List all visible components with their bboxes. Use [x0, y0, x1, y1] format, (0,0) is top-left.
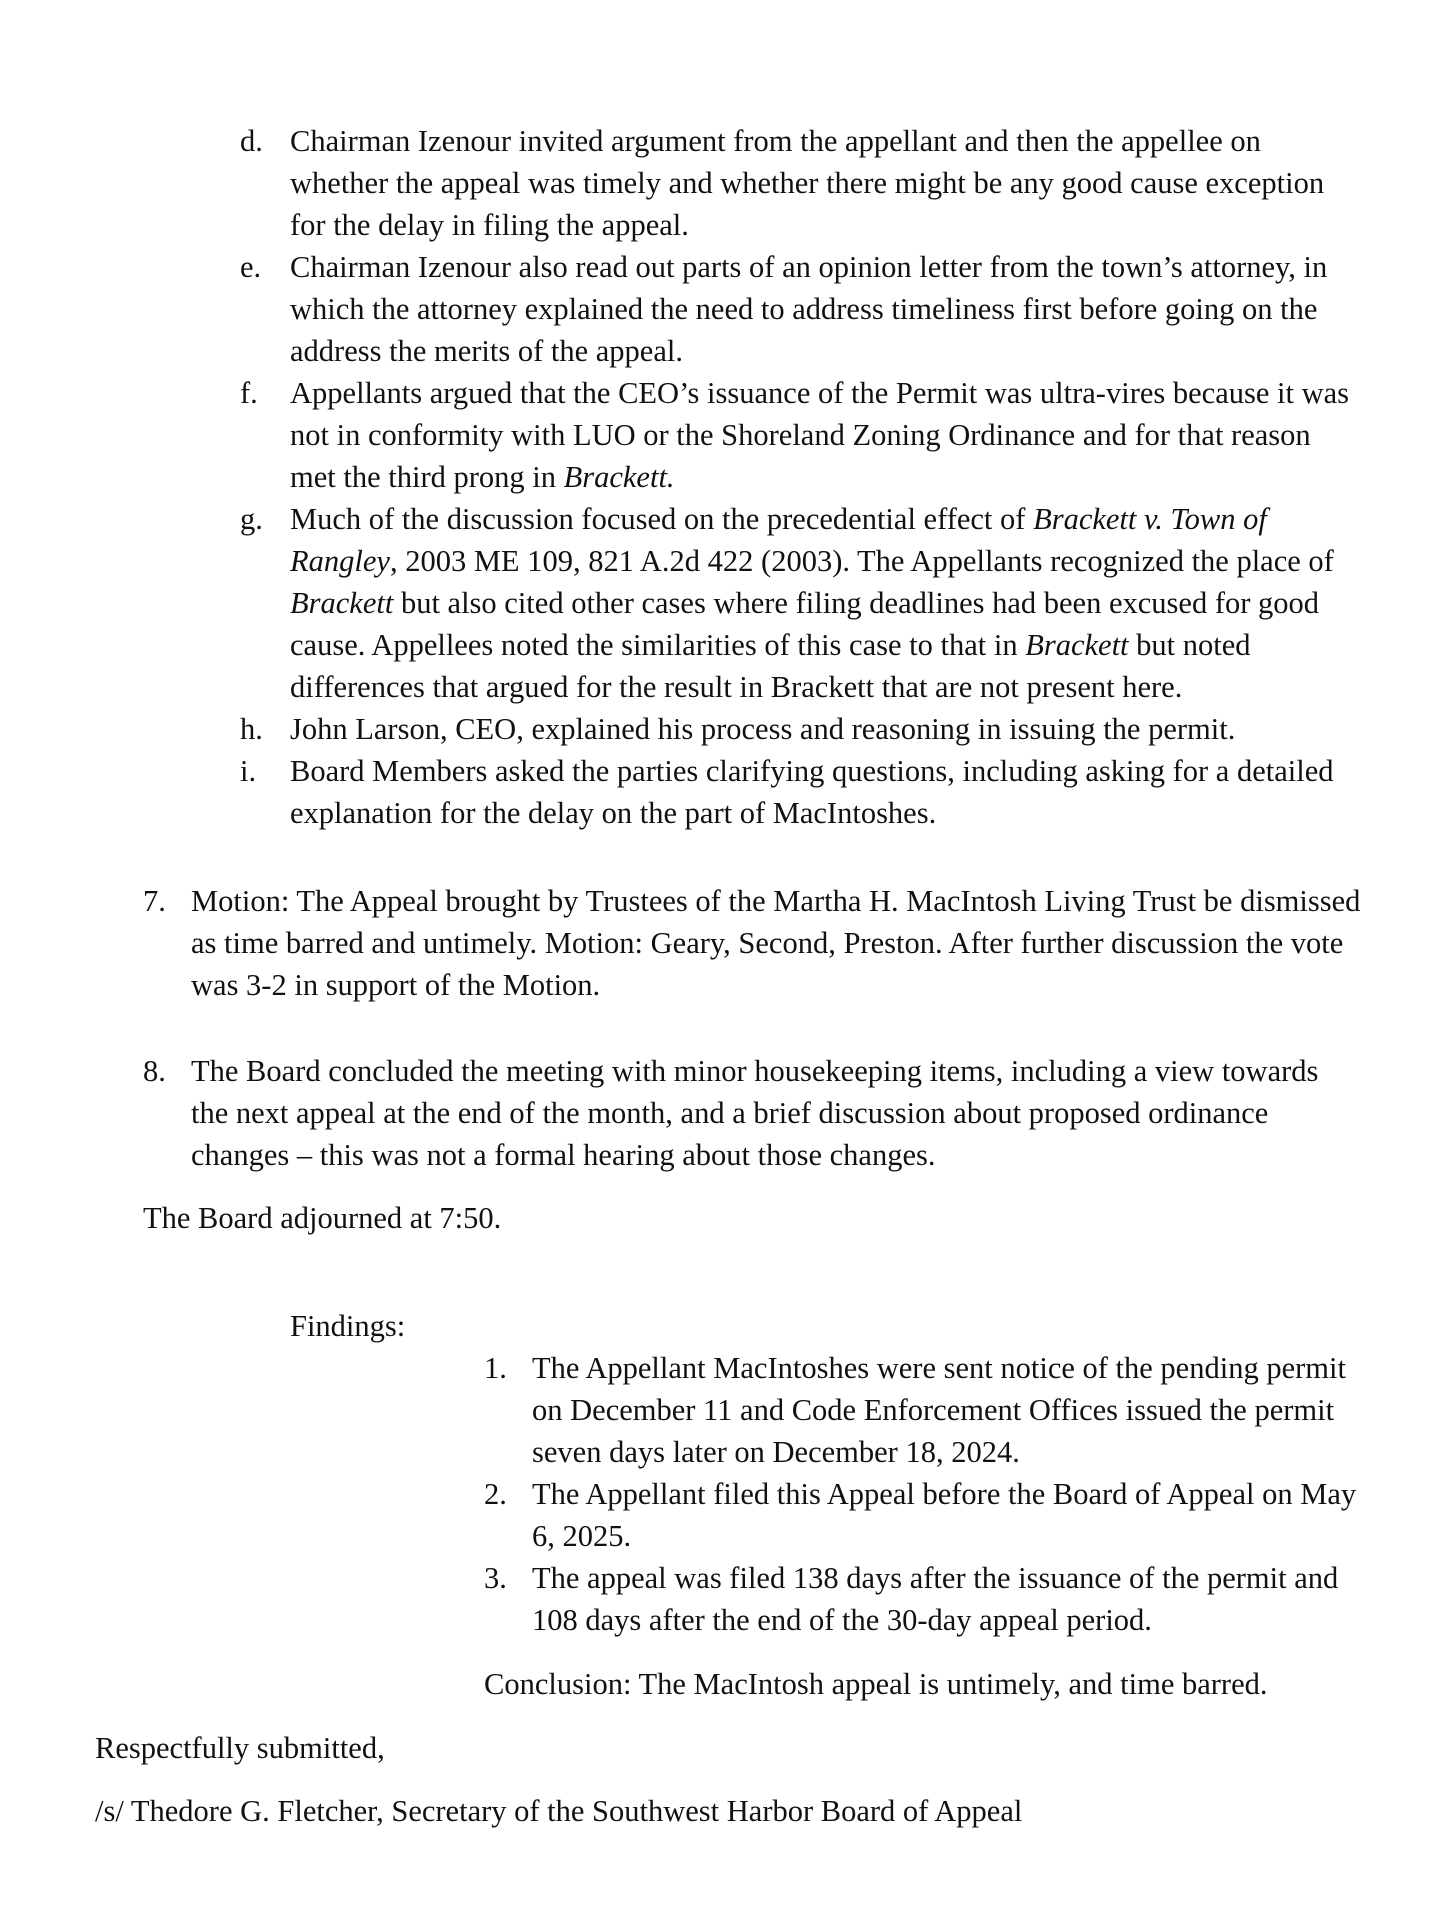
sub-item-text: Board Members asked the parties clarifying questions, including asking for a detailed explanation for the delay on the part of MacIntoshes. — [290, 754, 1334, 830]
sub-item-text: but noted differences that argued for the result in Brackett that are not present here. — [290, 628, 1251, 704]
finding-item — [484, 1347, 1364, 1473]
adjourned-statement: The Board adjourned at 7:50. — [143, 1201, 502, 1235]
sub-item-f — [240, 372, 1360, 498]
numbered-item-8 — [143, 1050, 1363, 1176]
finding-item — [484, 1557, 1364, 1641]
findings-list — [484, 1347, 1364, 1641]
finding-text: The Appellant filed this Appeal before the Board of Appeal on May 6, 2025. — [532, 1477, 1357, 1553]
sub-item-text: , 2003 ME 109, 821 A.2d 422 (2003). The Appellants recognized the place of — [389, 544, 1334, 578]
sub-item-label: i. — [240, 754, 257, 788]
signature-line: /s/ Thedore G. Fletcher, Secretary of the Southwest Harbor Board of Appeal — [95, 1794, 1023, 1828]
sub-item-text: Appellants argued that the CEO’s issuance of the Permit was ultra-vires because it was not in conformity with LUO or the Shoreland Zoning Ordinance and for that reason met the third prong in — [290, 376, 1350, 494]
sub-item-i — [240, 750, 1360, 834]
item-text: The Board concluded the meeting with minor housekeeping items, including a view towards the next appeal at the end of the month, and a brief discussion about proposed ordinance changes – this was not a formal hearing about those changes. — [191, 1054, 1319, 1172]
item-number: 7. — [143, 884, 166, 918]
finding-item — [484, 1473, 1364, 1557]
case-citation: Brackett — [1025, 628, 1129, 662]
sub-item-label: d. — [240, 124, 263, 158]
sub-item-text: but also cited other cases where filing deadlines had been excused for good cause. Appellees noted the similarities of this case to that in — [290, 586, 1320, 662]
finding-number: 1. — [484, 1351, 507, 1385]
numbered-item-body — [143, 1050, 1363, 1176]
sub-item-label: f. — [240, 376, 258, 410]
item-text: Motion: The Appeal brought by Trustees of the Martha H. MacIntosh Living Trust be dismissed as time barred and untimely. Motion: Geary, Second, Preston. After further discussion the vote was 3-2 in support of the Motion. — [191, 884, 1361, 1002]
sub-item-label: h. — [240, 712, 263, 746]
sub-item-text: Chairman Izenour invited argument from the appellant and then the appellee on whether the appeal was timely and whether there might be any good cause exception for the delay in filing the appeal. — [290, 124, 1325, 242]
sub-item-text: Chairman Izenour also read out parts of an opinion letter from the town’s attorney, in which the attorney explained the need to address timeliness first before going on the address the merits of the appeal. — [290, 250, 1328, 368]
finding-text: The Appellant MacIntoshes were sent notice of the pending permit on December 11 and Code Enforcement Offices issued the permit seven days later on December 18, 2024. — [532, 1351, 1346, 1469]
closing-line: Respectfully submitted, — [95, 1731, 385, 1765]
sub-item-label: g. — [240, 502, 263, 536]
sub-item-g — [240, 498, 1360, 708]
sub-item-text: John Larson, CEO, explained his process and reasoning in issuing the permit. — [290, 712, 1236, 746]
sub-item-d — [240, 120, 1360, 246]
numbered-item-7 — [143, 880, 1363, 1006]
finding-number: 3. — [484, 1561, 507, 1595]
finding-text: The appeal was filed 138 days after the issuance of the permit and 108 days after the end of the 30-day appeal period. — [532, 1561, 1339, 1637]
numbered-item-body — [143, 880, 1363, 1006]
case-citation: Brackett. — [563, 460, 675, 494]
sub-item-label: e. — [240, 250, 262, 284]
sub-item-h — [240, 708, 1360, 750]
sub-item-list — [240, 120, 1360, 834]
case-citation: Brackett v. Town of Rangley — [290, 502, 1267, 578]
finding-number: 2. — [484, 1477, 507, 1511]
sub-item-text: Much of the discussion focused on the precedential effect of — [290, 502, 1034, 536]
sub-item-e — [240, 246, 1360, 372]
case-citation: Brackett — [290, 586, 394, 620]
findings-heading: Findings: — [290, 1309, 406, 1343]
item-number: 8. — [143, 1054, 166, 1088]
conclusion-statement: Conclusion: The MacIntosh appeal is untimely, and time barred. — [484, 1667, 1268, 1701]
